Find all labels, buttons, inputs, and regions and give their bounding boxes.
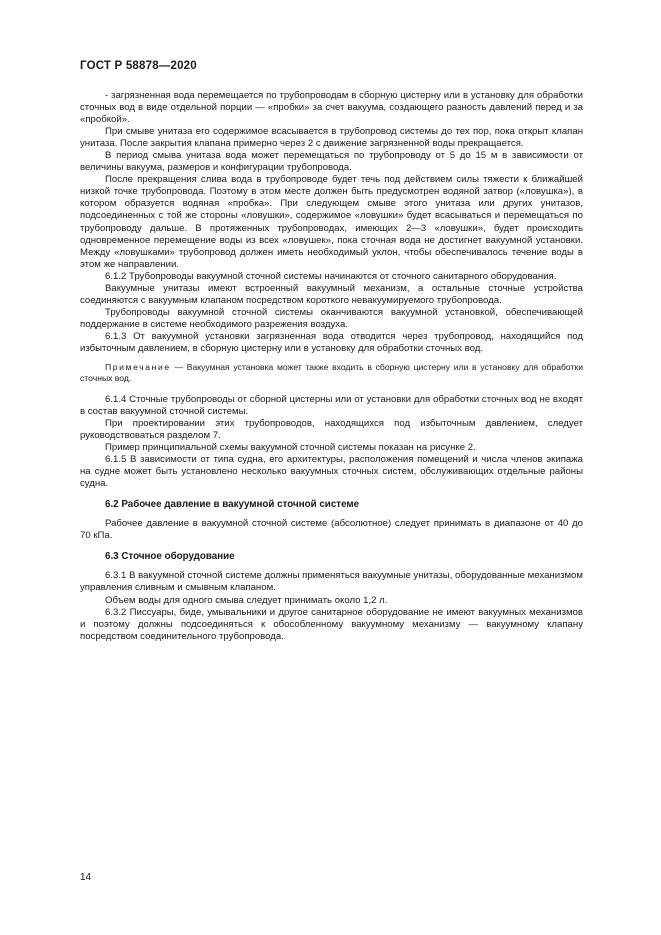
section-heading-6-2: 6.2 Рабочее давление в вакуумной сточной системе — [105, 499, 360, 511]
document-body — [80, 90, 583, 643]
paragraph: Вакуумные унитазы имеют встроенный вакуумный механизм, а остальные сточные устройства соединяются с вакуумным клапаном посредством короткого невакуумируемого трубопровода. — [80, 282, 583, 306]
note-label: Примечание — [105, 362, 171, 373]
paragraph: 6.3.2 Писсуары, биде, умывальники и другое санитарное оборудование не имеют вакуумных механизмов и поэтому должны подсоединяться к обособленному вакуумному механизму — вакуумному клапану посредством соединительного трубопровода. — [80, 606, 583, 642]
standard-number: ГОСТ Р 58878—2020 — [80, 60, 197, 72]
paragraph: 6.3.1 В вакуумной сточной системе должны применяться вакуумные унитазы, оборудованные механизмом управления сливным и смывным клапаном. — [80, 570, 583, 594]
paragraph: В период смыва унитаза вода может перемещаться по трубопроводу от 5 до 15 м в зависимости от величины вакуума, размеров и конфигурации трубопровода. — [80, 150, 583, 174]
paragraph: Трубопроводы вакуумной сточной системы оканчиваются вакуумной установкой, обеспечивающей поддержание в системе необходимого разрежения воздуха. — [80, 306, 583, 330]
paragraph: 6.1.3 От вакуумной установки загрязненная вода отводится через трубопровод, находящийся под избыточным давлением, в сборную цистерну или в установку для обработки сточных вод. — [80, 330, 583, 354]
section-heading-6-3: 6.3 Сточное оборудование — [105, 551, 235, 563]
note-text: — Вакуумная установка может также входить в сборную цистерну или в установку для обработки сточных вод. — [80, 362, 583, 384]
paragraph: При смыве унитаза его содержимое всасывается в трубопровод системы до тех пор, пока открыт клапан унитаза. После закрытия клапана примерно через 2 с движение загрязненной воды прекращается. — [80, 126, 583, 150]
paragraph: Пример принципиальной схемы вакуумной сточной системы показан на рисунке 2. — [105, 442, 476, 454]
paragraph: 6.1.2 Трубопроводы вакуумной сточной системы начинаются от сточного санитарного оборудования. — [105, 270, 557, 282]
paragraph: 6.1.5 В зависимости от типа судна, его архитектуры, расположения помещений и числа членов экипажа на судне может быть установлено несколько вакуумных сточных систем, обслуживающих отдельные районы судна. — [80, 454, 583, 490]
page-number: 14 — [80, 872, 92, 883]
paragraph: После прекращения слива вода в трубопроводе будет течь под действием силы тяжести к ближайшей низкой точке трубопровода. Поэтому в этом месте должен быть предусмотрен водяной затвор («ловушка»), в котором образуется водяная «пробка». При следующем смыве этого унитаза или других унитазов, подсоединенных с той же стороны «ловушки», содержимое «ловушки» будет всасываться и перемещаться по трубопроводу дальше. В протяженных трубопроводах, имеющих 2—3 «ловушки», будет происходить одновременное перемещение воды из всех «ловушек», пока сточная вода не достигнет вакуумной установки. Между «ловушками» трубопровод должен иметь необходимый уклон, чтобы обеспечивалось течение воды в этом же направлении. — [80, 174, 583, 270]
note — [80, 362, 583, 385]
paragraph: 6.1.4 Сточные трубопроводы от сборной цистерны или от установки для обработки сточных вод не входят в состав вакуумной сточной системы. — [80, 393, 583, 417]
paragraph: Рабочее давление в вакуумной сточной системе (абсолютное) следует принимать в диапазоне от 40 до 70 кПа. — [80, 518, 583, 542]
paragraph: При проектировании этих трубопроводов, находящихся под избыточным давлением, следует руководствоваться разделом 7. — [80, 417, 583, 441]
paragraph: Объем воды для одного смыва следует принимать около 1,2 л. — [105, 594, 388, 606]
paragraph: - загрязненная вода перемещается по трубопроводам в сборную цистерну или в установку для обработки сточных вод в виде отдельной порции — «пробки» за счет вакуума, создающего разность давлений перед и за «пробкой». — [80, 90, 583, 126]
